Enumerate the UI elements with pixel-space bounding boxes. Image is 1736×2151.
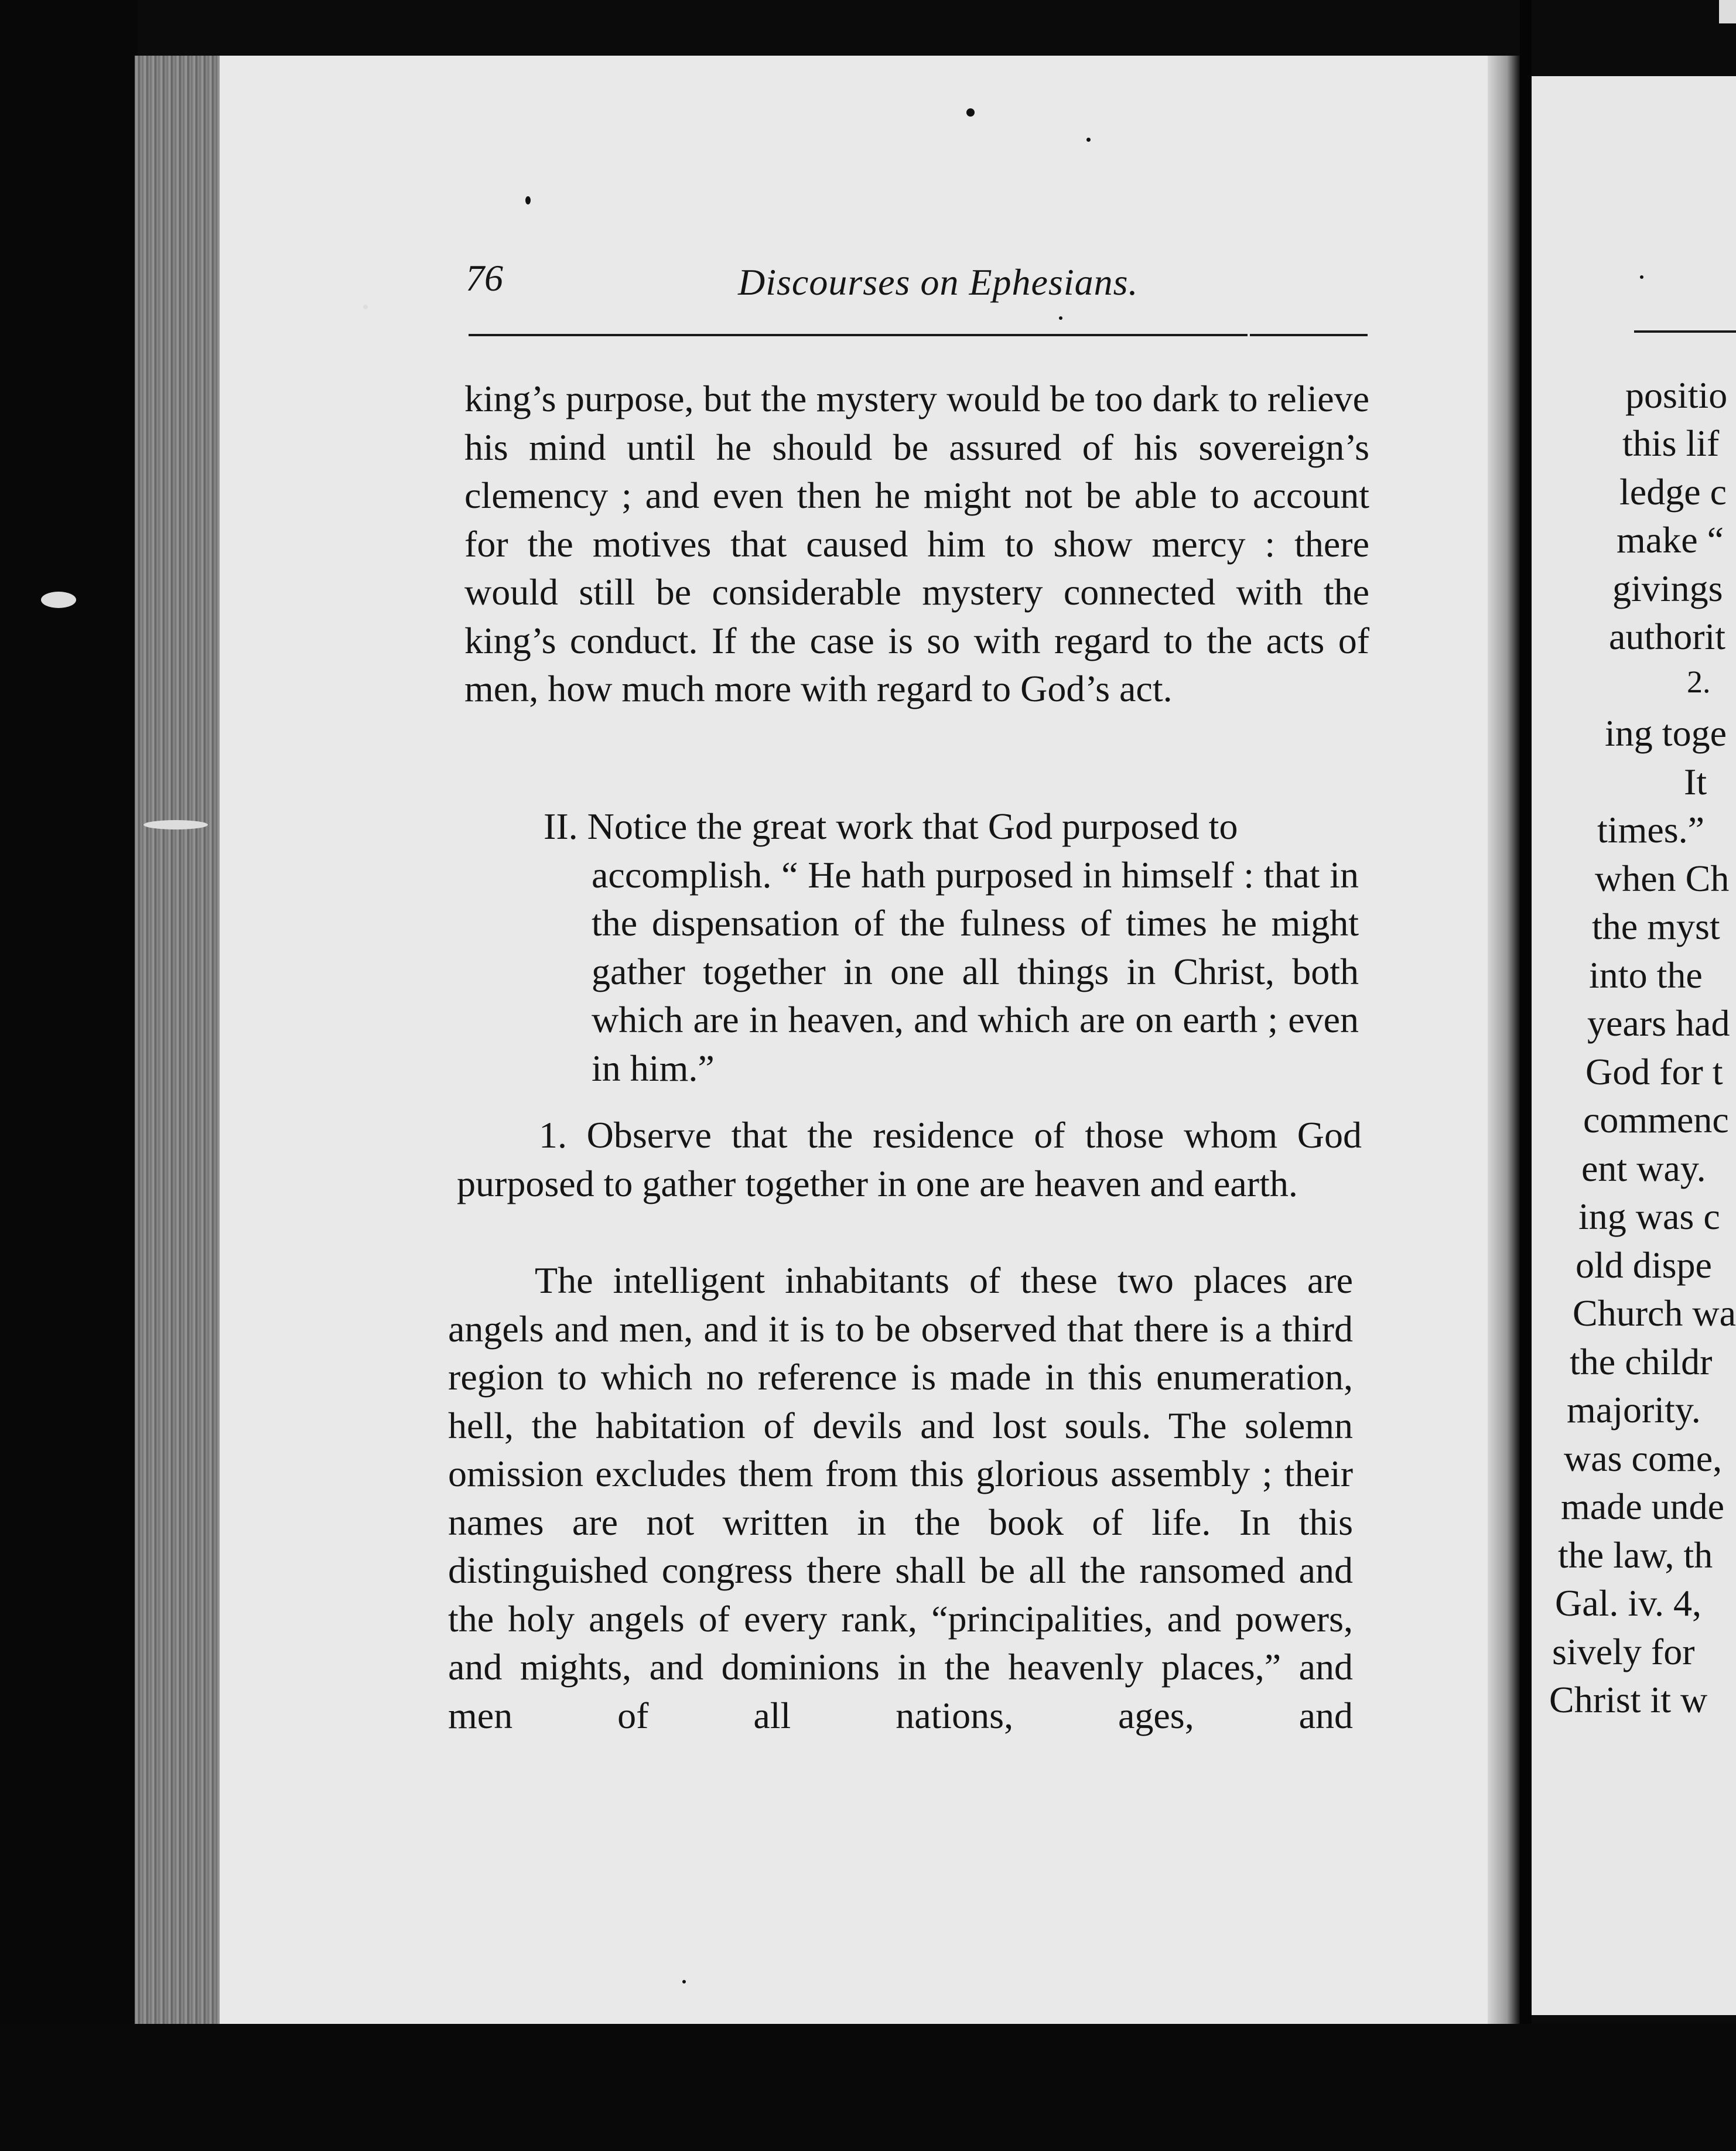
- right-line: the law, th: [1558, 1534, 1713, 1576]
- right-line: majority.: [1567, 1389, 1701, 1430]
- right-header-rule: [1634, 330, 1736, 333]
- right-line: Church wa: [1573, 1292, 1736, 1334]
- scan-speck: [1719, 0, 1736, 23]
- header-rule: [469, 334, 1368, 336]
- scan-border-left: [0, 0, 138, 2151]
- right-line: Gal. iv. 4,: [1555, 1582, 1702, 1624]
- right-page: [1532, 76, 1736, 2015]
- right-line: the myst: [1592, 906, 1720, 947]
- right-line: ing was c: [1578, 1196, 1720, 1237]
- right-line: ent way.: [1581, 1148, 1706, 1189]
- right-line: old dispe: [1576, 1244, 1712, 1286]
- right-line: ing toge: [1605, 712, 1727, 754]
- scan-speck: [682, 1980, 686, 1983]
- right-line: positio: [1625, 374, 1728, 416]
- paragraph-continuation: king’s purpose, but the mystery would be too dark to relieve his mind until he should be assured of his sovereign’s clemency ; and even then he might not be able to account for the motives that caused him to show mercy : there would still be considerable mystery connected with the king’s conduct. If the case is so with regard to the acts of men, how much more with regard to God’s act.: [464, 378, 1369, 709]
- page-gap: [1520, 0, 1532, 2151]
- scan-speck: [363, 305, 368, 309]
- section-two-heading: [544, 803, 1359, 1092]
- page-number: 76: [466, 257, 503, 299]
- right-line: times.”: [1597, 809, 1705, 851]
- right-line: the childr: [1570, 1341, 1713, 1382]
- right-line: God for t: [1585, 1051, 1723, 1092]
- right-line: this lif: [1622, 422, 1720, 464]
- right-line: commenc: [1583, 1099, 1729, 1141]
- point-one-paragraph: [457, 1111, 1362, 1208]
- point-one-text: 1. Observe that the residence of those whom God purposed to gather together in one are heaven and earth.: [457, 1114, 1362, 1204]
- book-gutter: [1488, 56, 1520, 2024]
- right-line: Christ it w: [1549, 1679, 1708, 1720]
- book-page-edges: [135, 56, 223, 2024]
- scan-border-bottom: [0, 2024, 1736, 2151]
- right-line: make “: [1617, 519, 1724, 561]
- right-line: into the: [1589, 954, 1703, 996]
- running-title: Discourses on Ephesians.: [738, 261, 1139, 303]
- scan-speck: [41, 592, 76, 608]
- right-line: was come,: [1564, 1438, 1723, 1479]
- right-line: sively for: [1552, 1631, 1695, 1672]
- right-line: 2.: [1687, 664, 1711, 699]
- scan-speck: [1059, 316, 1062, 320]
- right-line: when Ch: [1595, 858, 1730, 899]
- scan-speck: [1086, 138, 1091, 142]
- scan-speck: [966, 108, 975, 117]
- scan-speck: [525, 196, 531, 204]
- right-line: givings: [1612, 568, 1723, 609]
- scan-speck: [1640, 275, 1643, 279]
- section-two-quote: accomplish. “ He hath purposed in himself : that in the dispensation of the fulness of times he might gather together in one all things in Christ, both which are in heaven, and which are on earth ; even in him.”: [592, 853, 1359, 1089]
- right-line: It: [1684, 761, 1707, 803]
- right-line: made unde: [1561, 1486, 1724, 1527]
- section-two-first-line: II. Notice the great work that God purposed to: [544, 805, 1238, 847]
- rule-break: [1248, 332, 1250, 337]
- inhabitants-paragraph: [448, 1257, 1353, 1740]
- inhabitants-text: The intelligent inhabitants of these two places are angels and men, and it is to be observed that there is a third region to which no reference is made in this enumeration, hell, the habitation of devils and lost souls. The solemn omission excludes them from this glorious assembly ; their names are not written in the book of life. In this distinguished congress there shall be all the ransomed and the holy angels of every rank, “principalities, and powers, and mights, and dominions in the heavenly places,” and men of all nations, ages, and: [448, 1259, 1353, 1736]
- right-line: authorit: [1609, 616, 1726, 657]
- right-line: years had: [1587, 1002, 1730, 1044]
- scan-speck: [143, 820, 208, 829]
- right-line: ledge c: [1619, 471, 1727, 513]
